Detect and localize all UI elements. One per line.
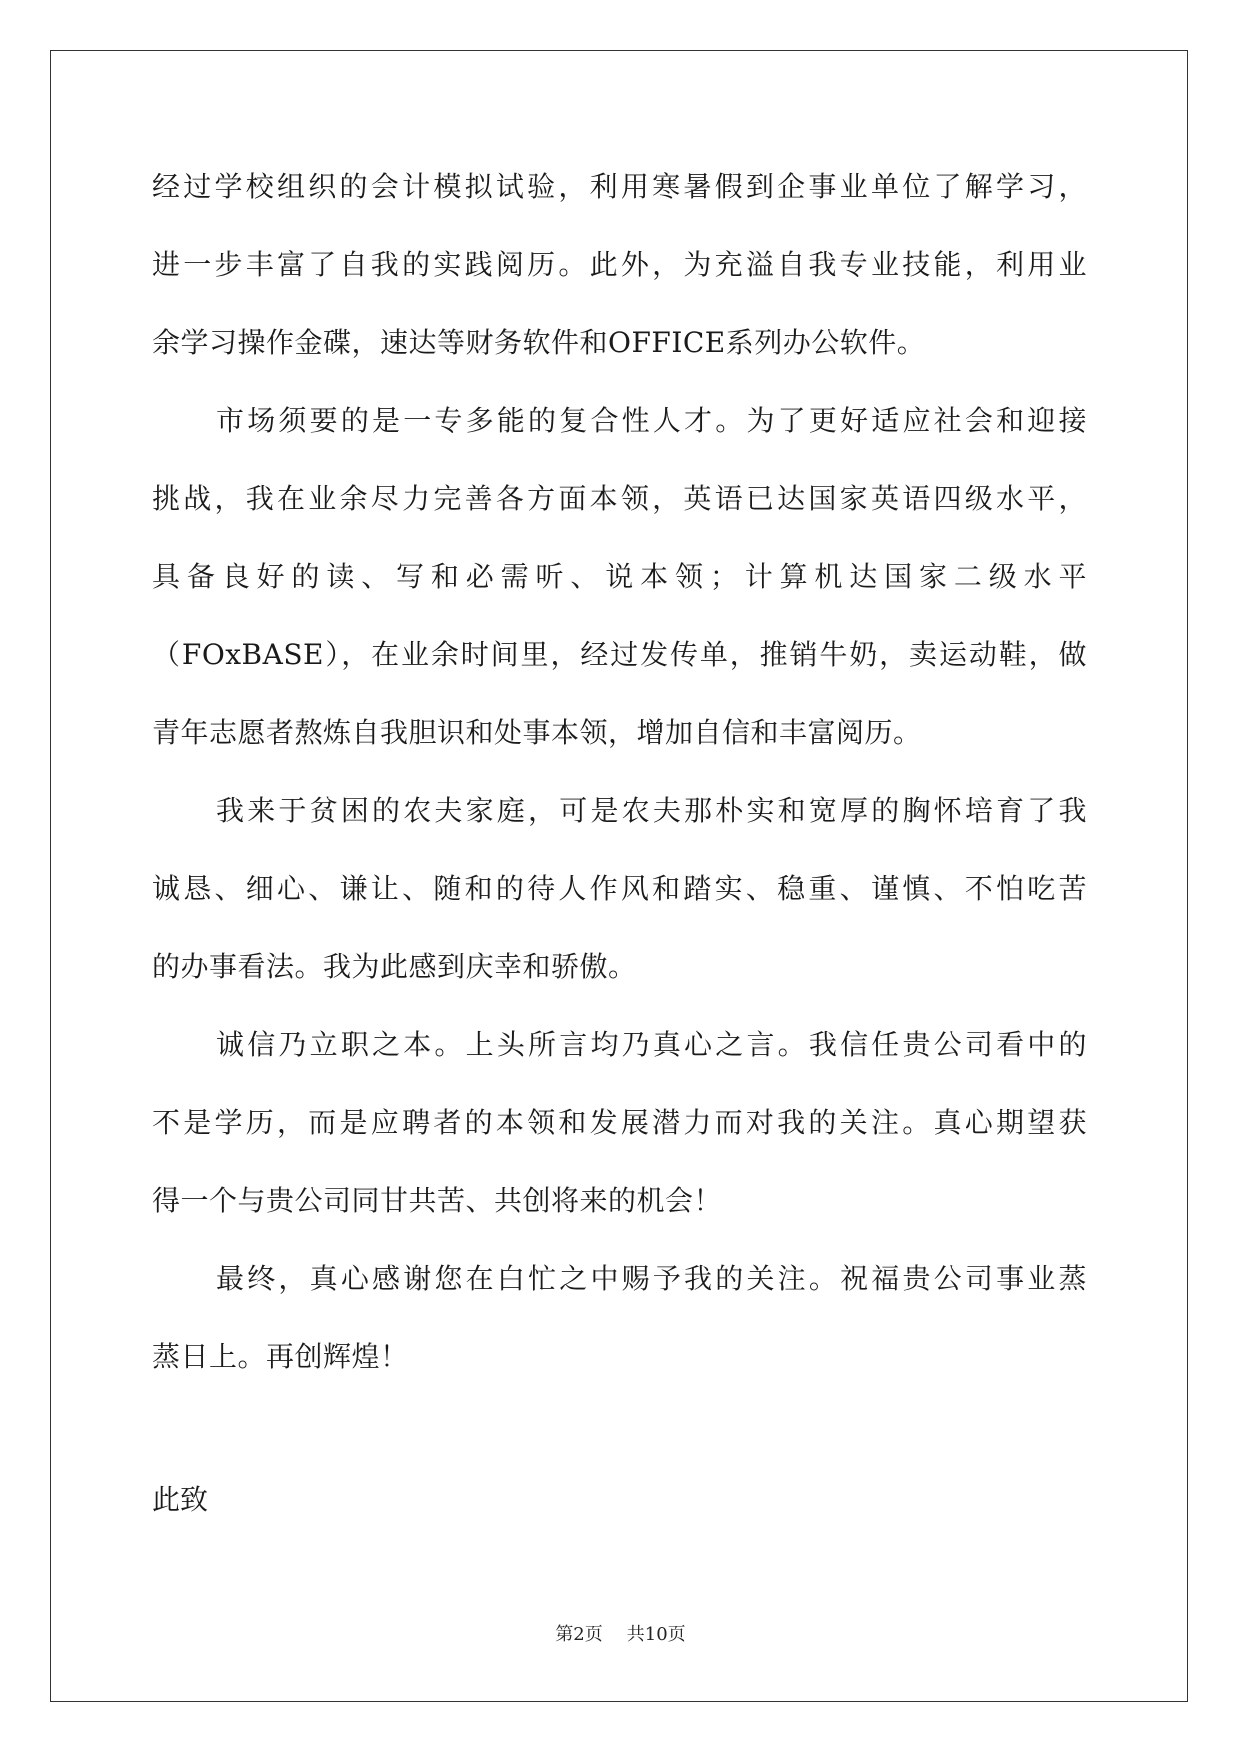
text-line: 经过学校组织的会计模拟试验，利用寒暑假到企事业单位了解学习， — [152, 170, 1087, 203]
text-line: 青年志愿者熬炼自我胆识和处事本领，增加自信和丰富阅历。 — [152, 716, 922, 749]
text-line: 具备良好的读、写和必需听、说本领；计算机达国家二级水平 — [152, 560, 1087, 593]
paragraph-first-line: 诚信乃立职之本。上头所言均乃真心之言。我信任贵公司看中的 — [216, 1028, 1087, 1061]
paragraph-first-line: 我来于贫困的农夫家庭，可是农夫那朴实和宽厚的胸怀培育了我 — [216, 794, 1087, 827]
text-line: 进一步丰富了自我的实践阅历。此外，为充溢自我专业技能，利用业 — [152, 248, 1087, 281]
text-line: 得一个与贵公司同甘共苦、共创将来的机会！ — [152, 1184, 723, 1217]
paragraph-first-line: 市场须要的是一专多能的复合性人才。为了更好适应社会和迎接 — [216, 404, 1087, 437]
paragraph-first-line: 最终，真心感谢您在白忙之中赐予我的关注。祝福贵公司事业蒸 — [216, 1262, 1087, 1295]
text-line: 挑战，我在业余尽力完善各方面本领，英语已达国家英语四级水平， — [152, 482, 1087, 515]
page-number: 第2页 — [555, 1624, 603, 1645]
text-line: 的办事看法。我为此感到庆幸和骄傲。 — [152, 950, 637, 983]
text-line: 不是学历，而是应聘者的本领和发展潜力而对我的关注。真心期望获 — [152, 1106, 1087, 1139]
text-line: 蒸日上。再创辉煌！ — [152, 1340, 409, 1373]
text-line: 诚恳、细心、谦让、随和的待人作风和踏实、稳重、谨慎、不怕吃苦 — [152, 872, 1087, 905]
document-body — [152, 148, 1087, 1396]
salutation: 此致 — [152, 1483, 209, 1516]
text-line: 余学习操作金碟，速达等财务软件和OFFICE系列办公软件。 — [152, 326, 926, 359]
page-total: 共10页 — [626, 1624, 686, 1645]
page-footer — [0, 1620, 1241, 1646]
text-line: （FOxBASE），在业余时间里，经过发传单，推销牛奶，卖运动鞋，做 — [152, 638, 1087, 671]
